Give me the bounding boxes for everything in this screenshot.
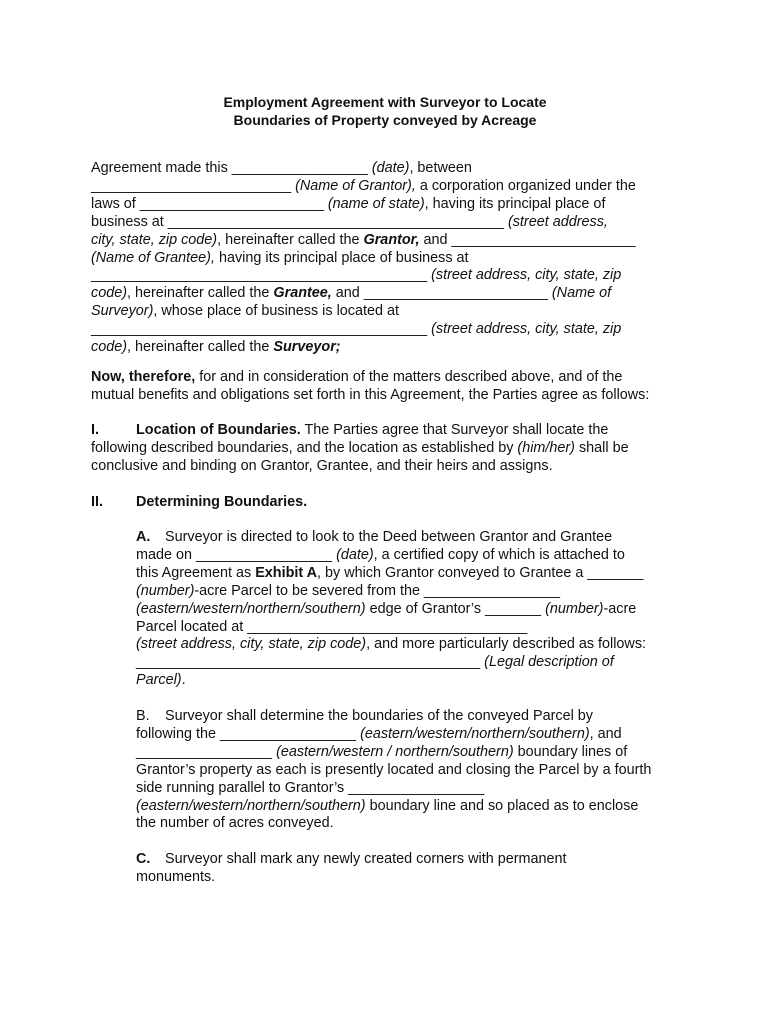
section-number: II. xyxy=(91,494,103,510)
grantee-term: Grantee, xyxy=(273,285,332,302)
grantor-term: Grantor, xyxy=(363,231,420,248)
title-line-1: Employment Agreement with Surveyor to Locate xyxy=(223,94,547,110)
subsection-label: B. xyxy=(136,708,150,724)
section-number: I. xyxy=(91,422,99,438)
document-title xyxy=(0,93,770,129)
section-determining-boundaries xyxy=(91,494,687,512)
now-therefore-paragraph: Now, therefore, for and in consideration of the matters described above, and of the mutual benefits and obligations set forth in this Agreement, the Parties agree as follows: xyxy=(91,369,650,403)
section-heading: Location of Boundaries. xyxy=(136,422,301,438)
subsection-c: C. Surveyor shall mark any newly created corners with permanent monuments. xyxy=(136,851,567,885)
intro-paragraph: Agreement made this _________________ (date), between _________________________ (Name of Grantor), a corporation organized under the laws of _______________________ (name of state), having its principal place of business at __________________________________________ (street address, city, state, zip code), hereinafter called the Grantor, and _______________________ (Name of Grantee), having its principal place of business at __________________________________________ (street address, city, state, zip code), hereinafter called the Grantee, and _______________________ (Name of Surveyor), whose place of business is located at __________________________________________ (street address, city, state, zip code), hereinafter called the Surveyor; xyxy=(91,160,636,356)
subsection-label: C. xyxy=(136,851,151,867)
section-location-of-boundaries: I. Location of Boundaries. The Parties agree that Surveyor shall locate the following described boundaries, and the location as established by (him/her) shall be conclusive and binding on Grantor, Grantee, and their heirs and assigns. xyxy=(91,422,629,474)
subsection-b: B. Surveyor shall determine the boundaries of the conveyed Parcel by following the _________________ (eastern/western/northern/southern), and _________________ (eastern/western / northern/southern) boundary lines of Grantor’s property as each is presently located and closing the Parcel by a fourth side running parallel to Grantor’s _________________ (eastern/western/northern/southern) boundary line and so placed as to enclose the number of acres conveyed. xyxy=(136,708,652,832)
subsection-label: A. xyxy=(136,529,151,545)
surveyor-term: Surveyor; xyxy=(273,339,341,356)
title-line-2: Boundaries of Property conveyed by Acreage xyxy=(233,112,537,128)
section-heading: Determining Boundaries. xyxy=(136,494,308,510)
exhibit-a-reference: Exhibit A xyxy=(255,564,318,581)
subsection-a: A. Surveyor is directed to look to the Deed between Grantor and Grantee made on _________________ (date), a certified copy of which is attached to this Agreement as Exhibit A, by which Grantor conveyed to Grantee a _______ (number)-acre Parcel to be severed from the _________________ (eastern/western/northern/southern) edge of Grantor’s _______ (number)-acre Parcel located at ___________________________________ (street address, city, state, zip code), and more particularly described as follows: ___________________________________________ (Legal description of Parcel). xyxy=(136,529,647,689)
